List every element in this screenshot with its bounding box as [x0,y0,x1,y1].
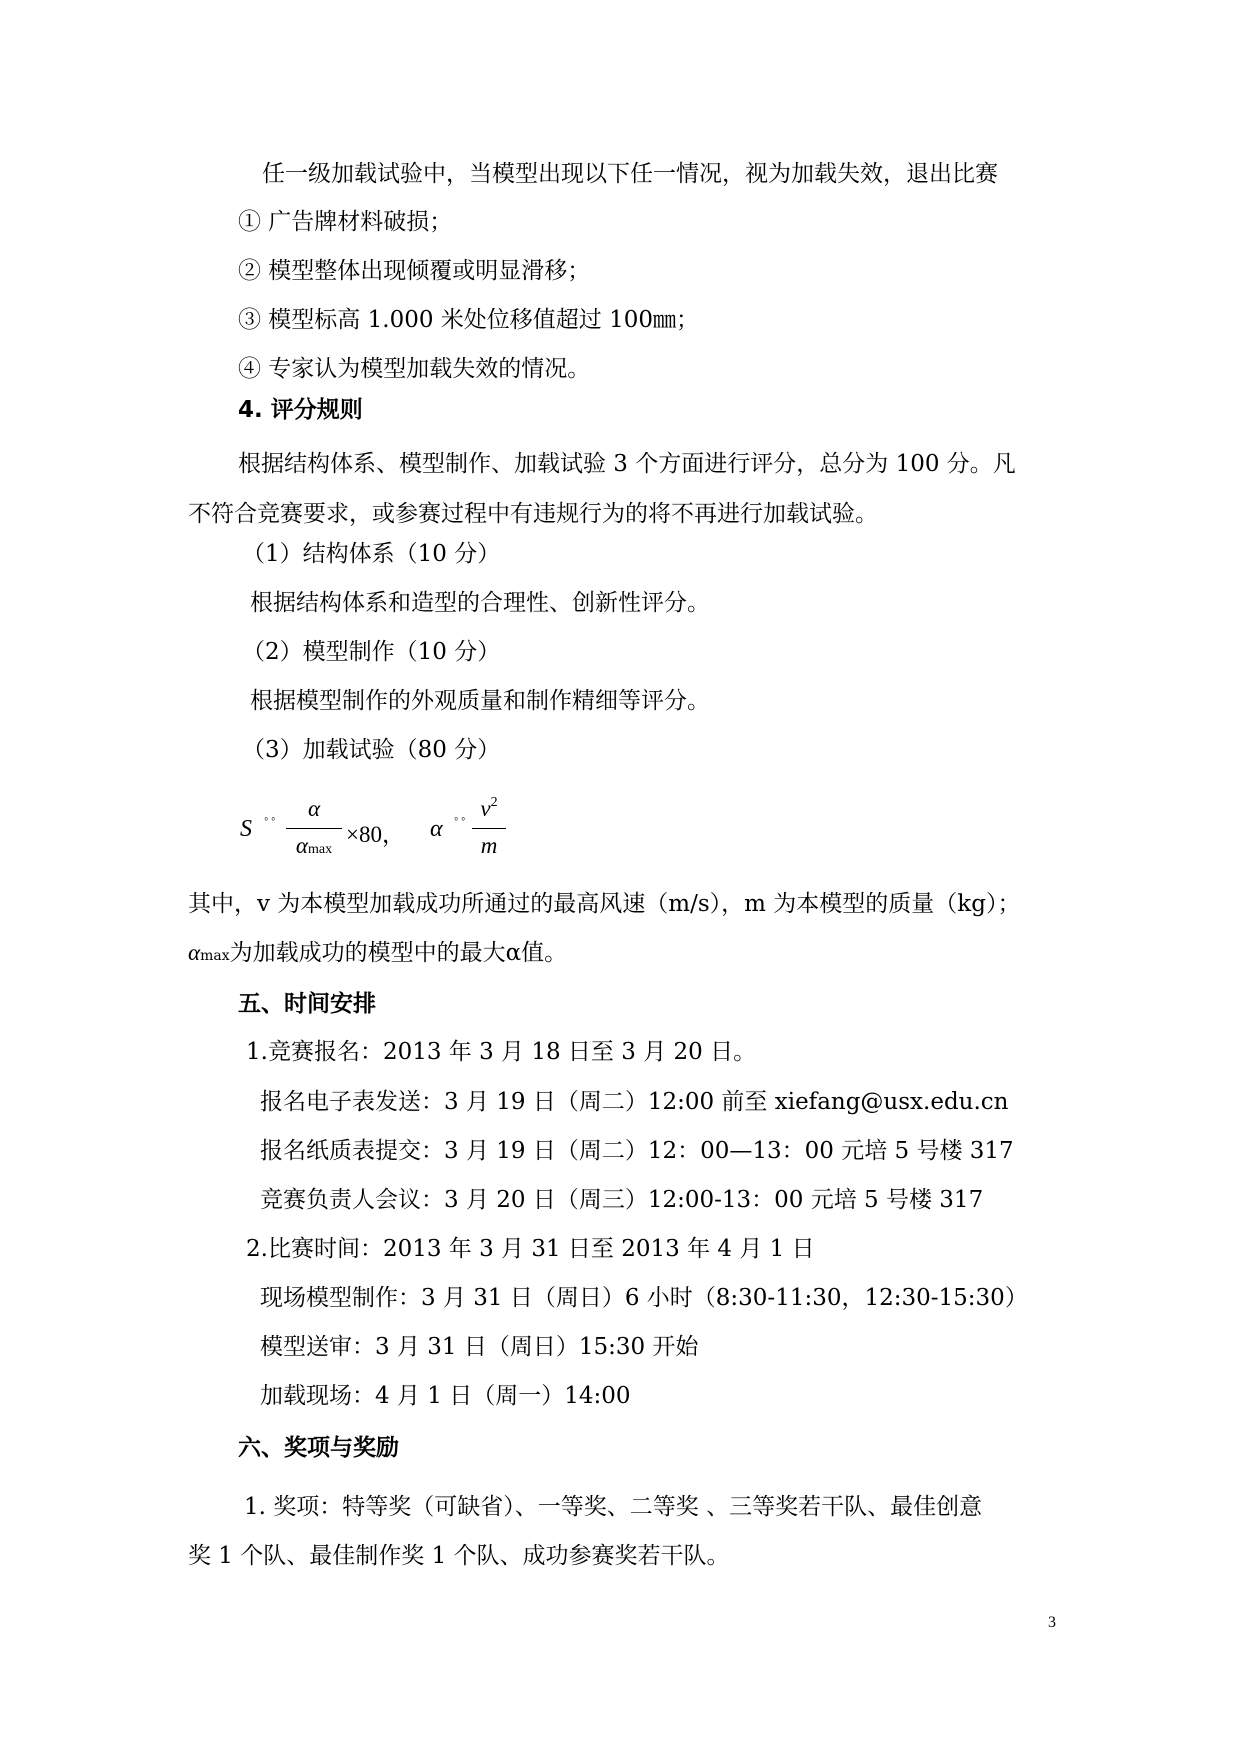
formula-explanation-line-1: 其中，v 为本模型加载成功所通过的最高风速（m/s），m 为本模型的质量（kg）； [188,891,1021,917]
formula-s-symbol: S [240,816,252,842]
formula-equals-symbol: ﾟﾟ [264,817,276,833]
awards-line-2: 奖 1 个队、最佳制作奖 1 个队、成功参赛奖若干队。 [188,1543,730,1569]
schedule-line-5: 2.比赛时间：2013 年 3 月 31 日至 2013 年 4 月 1 日 [246,1236,815,1262]
scoring-heading: 4. 评分规则 [238,397,363,423]
awards-line-1: 1. 奖项：特等奖（可缺省）、一等奖、二等奖 、三等奖若干队、最佳创意 [244,1494,983,1520]
formula-explanation-line-2: αmax为加载成功的模型中的最大α值。 [188,940,568,966]
fraction-bar [286,828,342,829]
formula-numerator-v2: $v^2$ [480,795,498,821]
scoring-sub1-title: （1）结构体系（10 分） [242,541,501,567]
score-formula [240,796,740,866]
formula-alpha-symbol: α [430,816,443,842]
scoring-paragraph-line-2: 不符合竞赛要求，或参赛过程中有违规行为的将不再进行加载试验。 [188,501,878,527]
failure-item-4: ④ 专家认为模型加载失效的情况。 [238,356,591,382]
formula-numerator-alpha: α [307,796,321,821]
scoring-sub2-text: 根据模型制作的外观质量和制作精细等评分。 [250,688,710,714]
schedule-line-4: 竞赛负责人会议：3 月 20 日（周三）12:00-13：00 元培 5 号楼 317 [260,1187,984,1213]
formula-fraction-v2-m [472,796,506,859]
formula-denominator-alpha-max: αmax [295,833,333,858]
schedule-line-8: 加载现场：4 月 1 日（周一）14:00 [260,1383,631,1409]
failure-item-3: ③ 模型标高 1.000 米处位移值超过 100㎜； [238,307,699,333]
schedule-line-6: 现场模型制作：3 月 31 日（周日）6 小时（8:30-11:30，12:30-15:30） [260,1285,1028,1311]
schedule-line-2: 报名电子表发送：3 月 19 日（周二）12:00 前至 xiefang@usx.edu.cn [260,1089,1009,1115]
schedule-line-3: 报名纸质表提交：3 月 19 日（周二）12：00—13：00 元培 5 号楼 317 [260,1138,1014,1164]
formula-denominator-m: m [480,833,498,858]
scoring-sub2-title: （2）模型制作（10 分） [242,639,501,665]
failure-item-2: ② 模型整体出现倾覆或明显滑移； [238,258,591,284]
scoring-sub1-text: 根据结构体系和造型的合理性、创新性评分。 [250,590,710,616]
schedule-line-7: 模型送审：3 月 31 日（周日）15:30 开始 [260,1334,699,1360]
failure-item-1: ① 广告牌材料破损； [238,209,453,235]
schedule-line-1: 1.竞赛报名：2013 年 3 月 18 日至 3 月 20 日。 [246,1039,757,1065]
fraction-bar [472,828,506,829]
awards-heading: 六、奖项与奖励 [238,1435,399,1461]
schedule-heading: 五、时间安排 [238,991,376,1017]
page-number: 3 [1048,1614,1056,1631]
formula-fraction-alpha [286,796,342,859]
scoring-paragraph-line-1: 根据结构体系、模型制作、加载试验 3 个方面进行评分，总分为 100 分。凡 [238,451,1016,477]
formula-proportional-symbol: ﾟﾟ [454,817,466,833]
formula-times-80: ×80， [346,822,405,847]
failure-intro: 任一级加载试验中，当模型出现以下任一情况，视为加载失效，退出比赛 [262,161,998,187]
scoring-sub3-title: （3）加载试验（80 分） [242,737,501,763]
